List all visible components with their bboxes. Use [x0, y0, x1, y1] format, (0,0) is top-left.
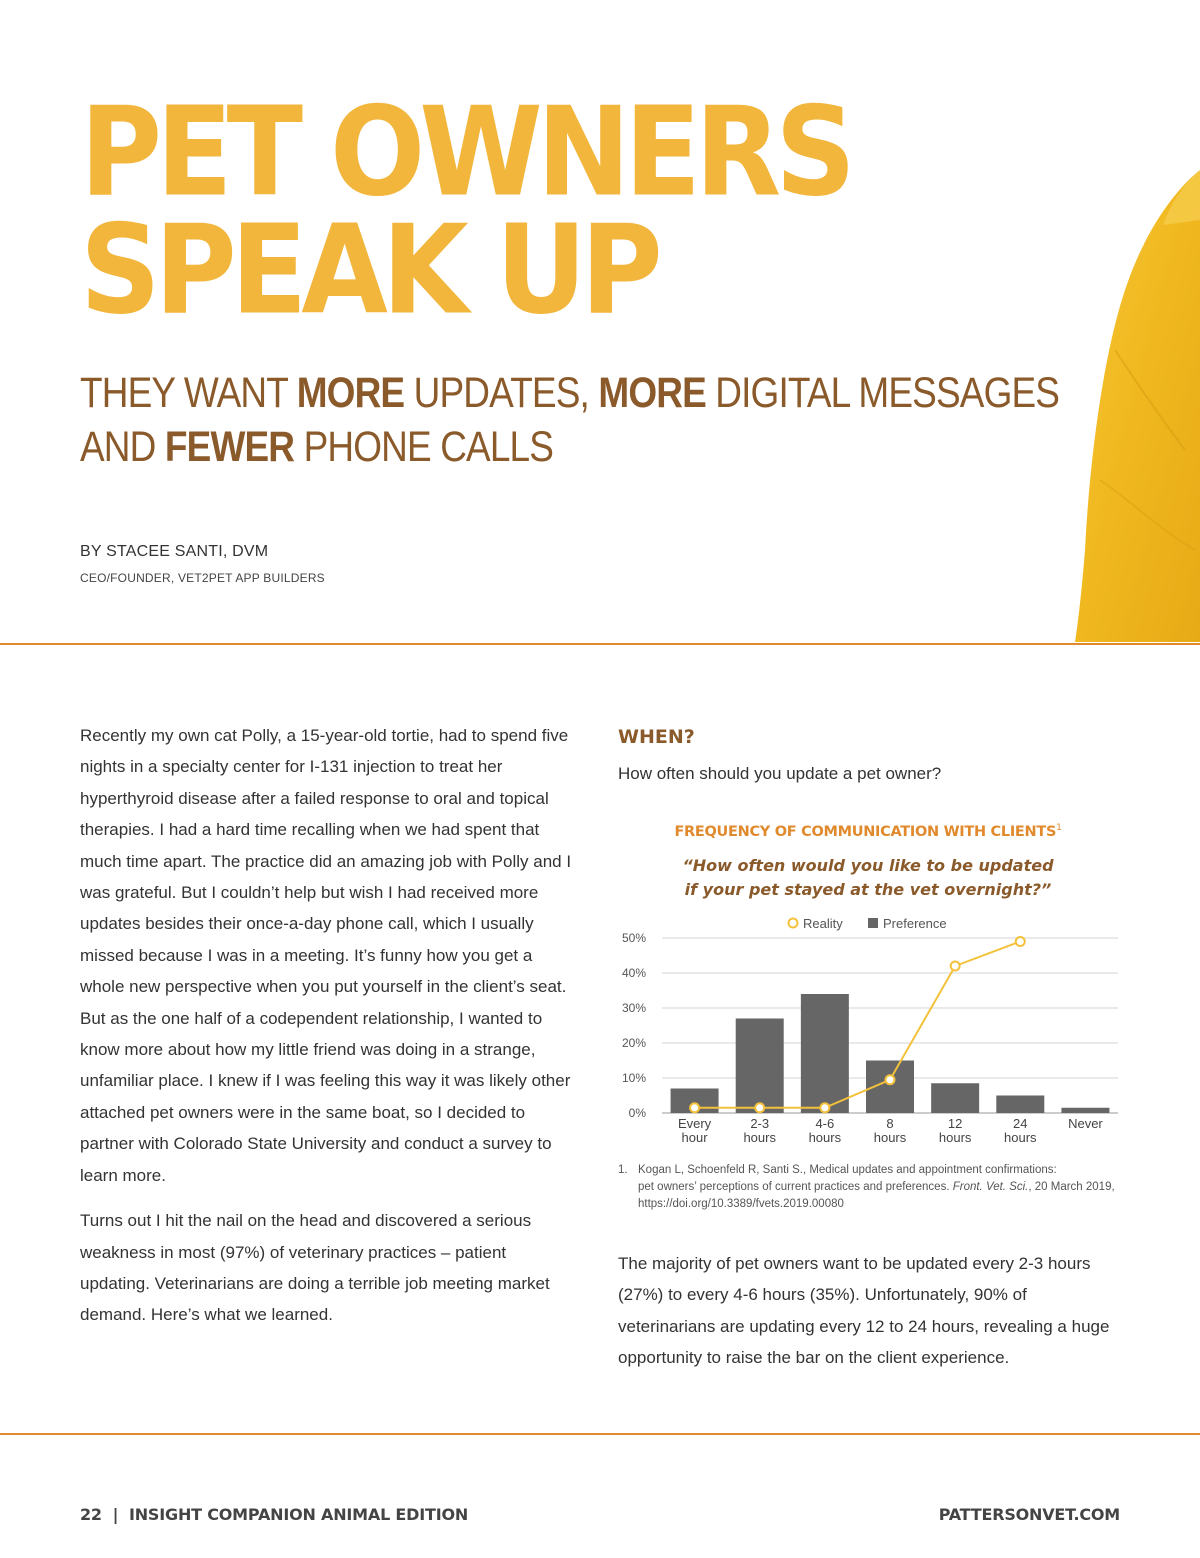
- chart-subtitle-line-2: if your pet stayed at the vet overnight?”: [684, 880, 1052, 899]
- author-role: CEO/FOUNDER, VET2PET APP BUILDERS: [80, 571, 325, 585]
- chart-title: [618, 823, 1118, 840]
- subtitle-line-2-segment-2: PHONE CALLS: [294, 423, 554, 471]
- y-tick-label: 10%: [621, 1071, 646, 1085]
- footnote-line-1: Kogan L, Schoenfeld R, Santi S., Medical updates and appointment confirmations:: [638, 1164, 1057, 1176]
- chart-title-text: FREQUENCY OF COMMUNICATION WITH CLIENTS: [674, 823, 1057, 840]
- divider-bottom: [0, 1433, 1200, 1435]
- headline-line-1: PET OWNERS: [80, 81, 850, 225]
- x-tick-label: hour: [681, 1130, 708, 1145]
- headline: [80, 81, 1040, 343]
- footnote-line-2b: , 20 March 2019,: [1028, 1181, 1115, 1193]
- x-tick-label: 4-6: [815, 1116, 835, 1131]
- bar-preference: [996, 1096, 1044, 1114]
- legend-reality-marker: [789, 919, 798, 928]
- footnote-doi: https://doi.org/10.3389/fvets.2019.00080: [638, 1198, 844, 1210]
- headline-line-2: SPEAK UP: [80, 199, 657, 343]
- subtitle-line-1-segment-4: DIGITAL MESSAGES: [705, 369, 1060, 417]
- bar-preference: [801, 994, 849, 1113]
- x-tick-label: hours: [1004, 1130, 1037, 1145]
- subtitle-line-1-segment-2: UPDATES,: [404, 369, 599, 417]
- x-tick-label: Never: [1068, 1116, 1103, 1131]
- subtitle-line-1-segment-1: MORE: [296, 369, 405, 417]
- point-reality: [690, 1103, 699, 1112]
- point-reality: [755, 1103, 764, 1112]
- legend-reality-label: Reality: [803, 916, 843, 931]
- footnote: [618, 1162, 1128, 1213]
- footnote-line-2: [638, 1179, 1128, 1196]
- bar-preference: [1061, 1108, 1109, 1113]
- chart-title-footnote-ref: 1: [1056, 823, 1062, 833]
- x-tick-label: Every: [677, 1116, 712, 1131]
- footnote-journal: Front. Vet. Sci.: [952, 1181, 1029, 1193]
- x-tick-label: 8: [886, 1116, 894, 1131]
- x-tick-label: hours: [873, 1130, 907, 1145]
- chart-subtitle-line-1: “How often would you like to be updated: [682, 856, 1054, 875]
- x-tick-label: 2-3: [750, 1116, 770, 1131]
- subtitle-line-2-segment-1: FEWER: [164, 423, 295, 471]
- byline: BY STACEE SANTI, DVM: [80, 543, 269, 560]
- x-tick-label: 12: [947, 1116, 963, 1131]
- body-paragraph-1: Recently my own cat Polly, a 15-year-old tortie, had to spend five nights in a specialty center for I-131 injection to treat her hyperthyroid disease after a failed response to oral and topical therapies. I had a hard time recalling when we had spent that much time apart. The practice did an amazing job with Polly and I was grateful. But I couldn’t help but wish I had received more updates besides their once-a-day phone call, which I usually missed because I was in a meeting. It’s funny how you get a whole new perspective when you put yourself in the client’s seat. But as the one half of a codependent relationship, I wanted to know more about how my little friend was doing in a strange, unfamiliar place. I knew if I was feeling this way it was likely other attached pet owners were in the same boat, so I decided to partner with Colorado State University and conduct a survey to learn more.: [80, 726, 572, 1185]
- point-reality: [886, 1075, 895, 1084]
- frequency-chart: [618, 908, 1128, 1148]
- divider-top: [0, 643, 1200, 645]
- footer-page-info: 22 | INSIGHT COMPANION ANIMAL EDITION: [80, 1505, 469, 1524]
- y-tick-label: 40%: [621, 966, 646, 980]
- x-tick-label: hours: [743, 1130, 776, 1145]
- footer-website: PATTERSONVET.COM: [938, 1505, 1120, 1524]
- y-tick-label: 20%: [621, 1036, 646, 1050]
- point-reality: [820, 1103, 829, 1112]
- subtitle-line-1-segment-3: MORE: [598, 369, 706, 417]
- bar-preference: [931, 1083, 979, 1113]
- subtitle: [80, 366, 1080, 474]
- left-column: [80, 720, 580, 1331]
- subtitle-line-1-segment-0: THEY WANT: [80, 369, 297, 417]
- section-question: How often should you update a pet owner?: [618, 764, 942, 783]
- legend-preference-label: Preference: [883, 916, 947, 931]
- conclusion-paragraph: The majority of pet owners want to be updated every 2-3 hours (27%) to every 4-6 hours (35%). Unfortunately, 90% of veterinarians are updating every 12 to 24 hours, revealing a huge opportunity to raise the bar on the client experience.: [618, 1254, 1110, 1368]
- point-reality: [951, 962, 960, 971]
- footnote-text: [638, 1162, 1128, 1213]
- x-tick-label: hours: [808, 1130, 842, 1145]
- y-tick-label: 50%: [621, 931, 646, 945]
- y-tick-label: 0%: [628, 1106, 646, 1120]
- x-tick-label: hours: [938, 1130, 972, 1145]
- point-reality: [1016, 937, 1025, 946]
- chart-subtitle: [618, 854, 1118, 902]
- y-tick-label: 30%: [621, 1001, 646, 1015]
- subtitle-line-1: [80, 366, 1060, 420]
- footnote-number: 1.: [618, 1164, 628, 1176]
- yellow-sweater-image: [1075, 150, 1200, 642]
- right-column: [618, 1248, 1128, 1374]
- body-paragraph-2: Turns out I hit the nail on the head and discovered a serious weakness in most (97%) of veterinary practices – patient updating. Veterinarians are doing a terrible job meeting market demand. Here’s what we learned.: [80, 1211, 550, 1325]
- bar-preference: [736, 1019, 784, 1114]
- legend-preference-marker: [868, 918, 878, 928]
- subtitle-line-2: [80, 420, 940, 474]
- section-heading-when: WHEN?: [618, 726, 695, 748]
- subtitle-line-2-segment-0: AND: [80, 423, 165, 471]
- x-tick-label: 24: [1013, 1116, 1028, 1131]
- footnote-line-2a: pet owners’ perceptions of current practices and preferences.: [638, 1181, 953, 1193]
